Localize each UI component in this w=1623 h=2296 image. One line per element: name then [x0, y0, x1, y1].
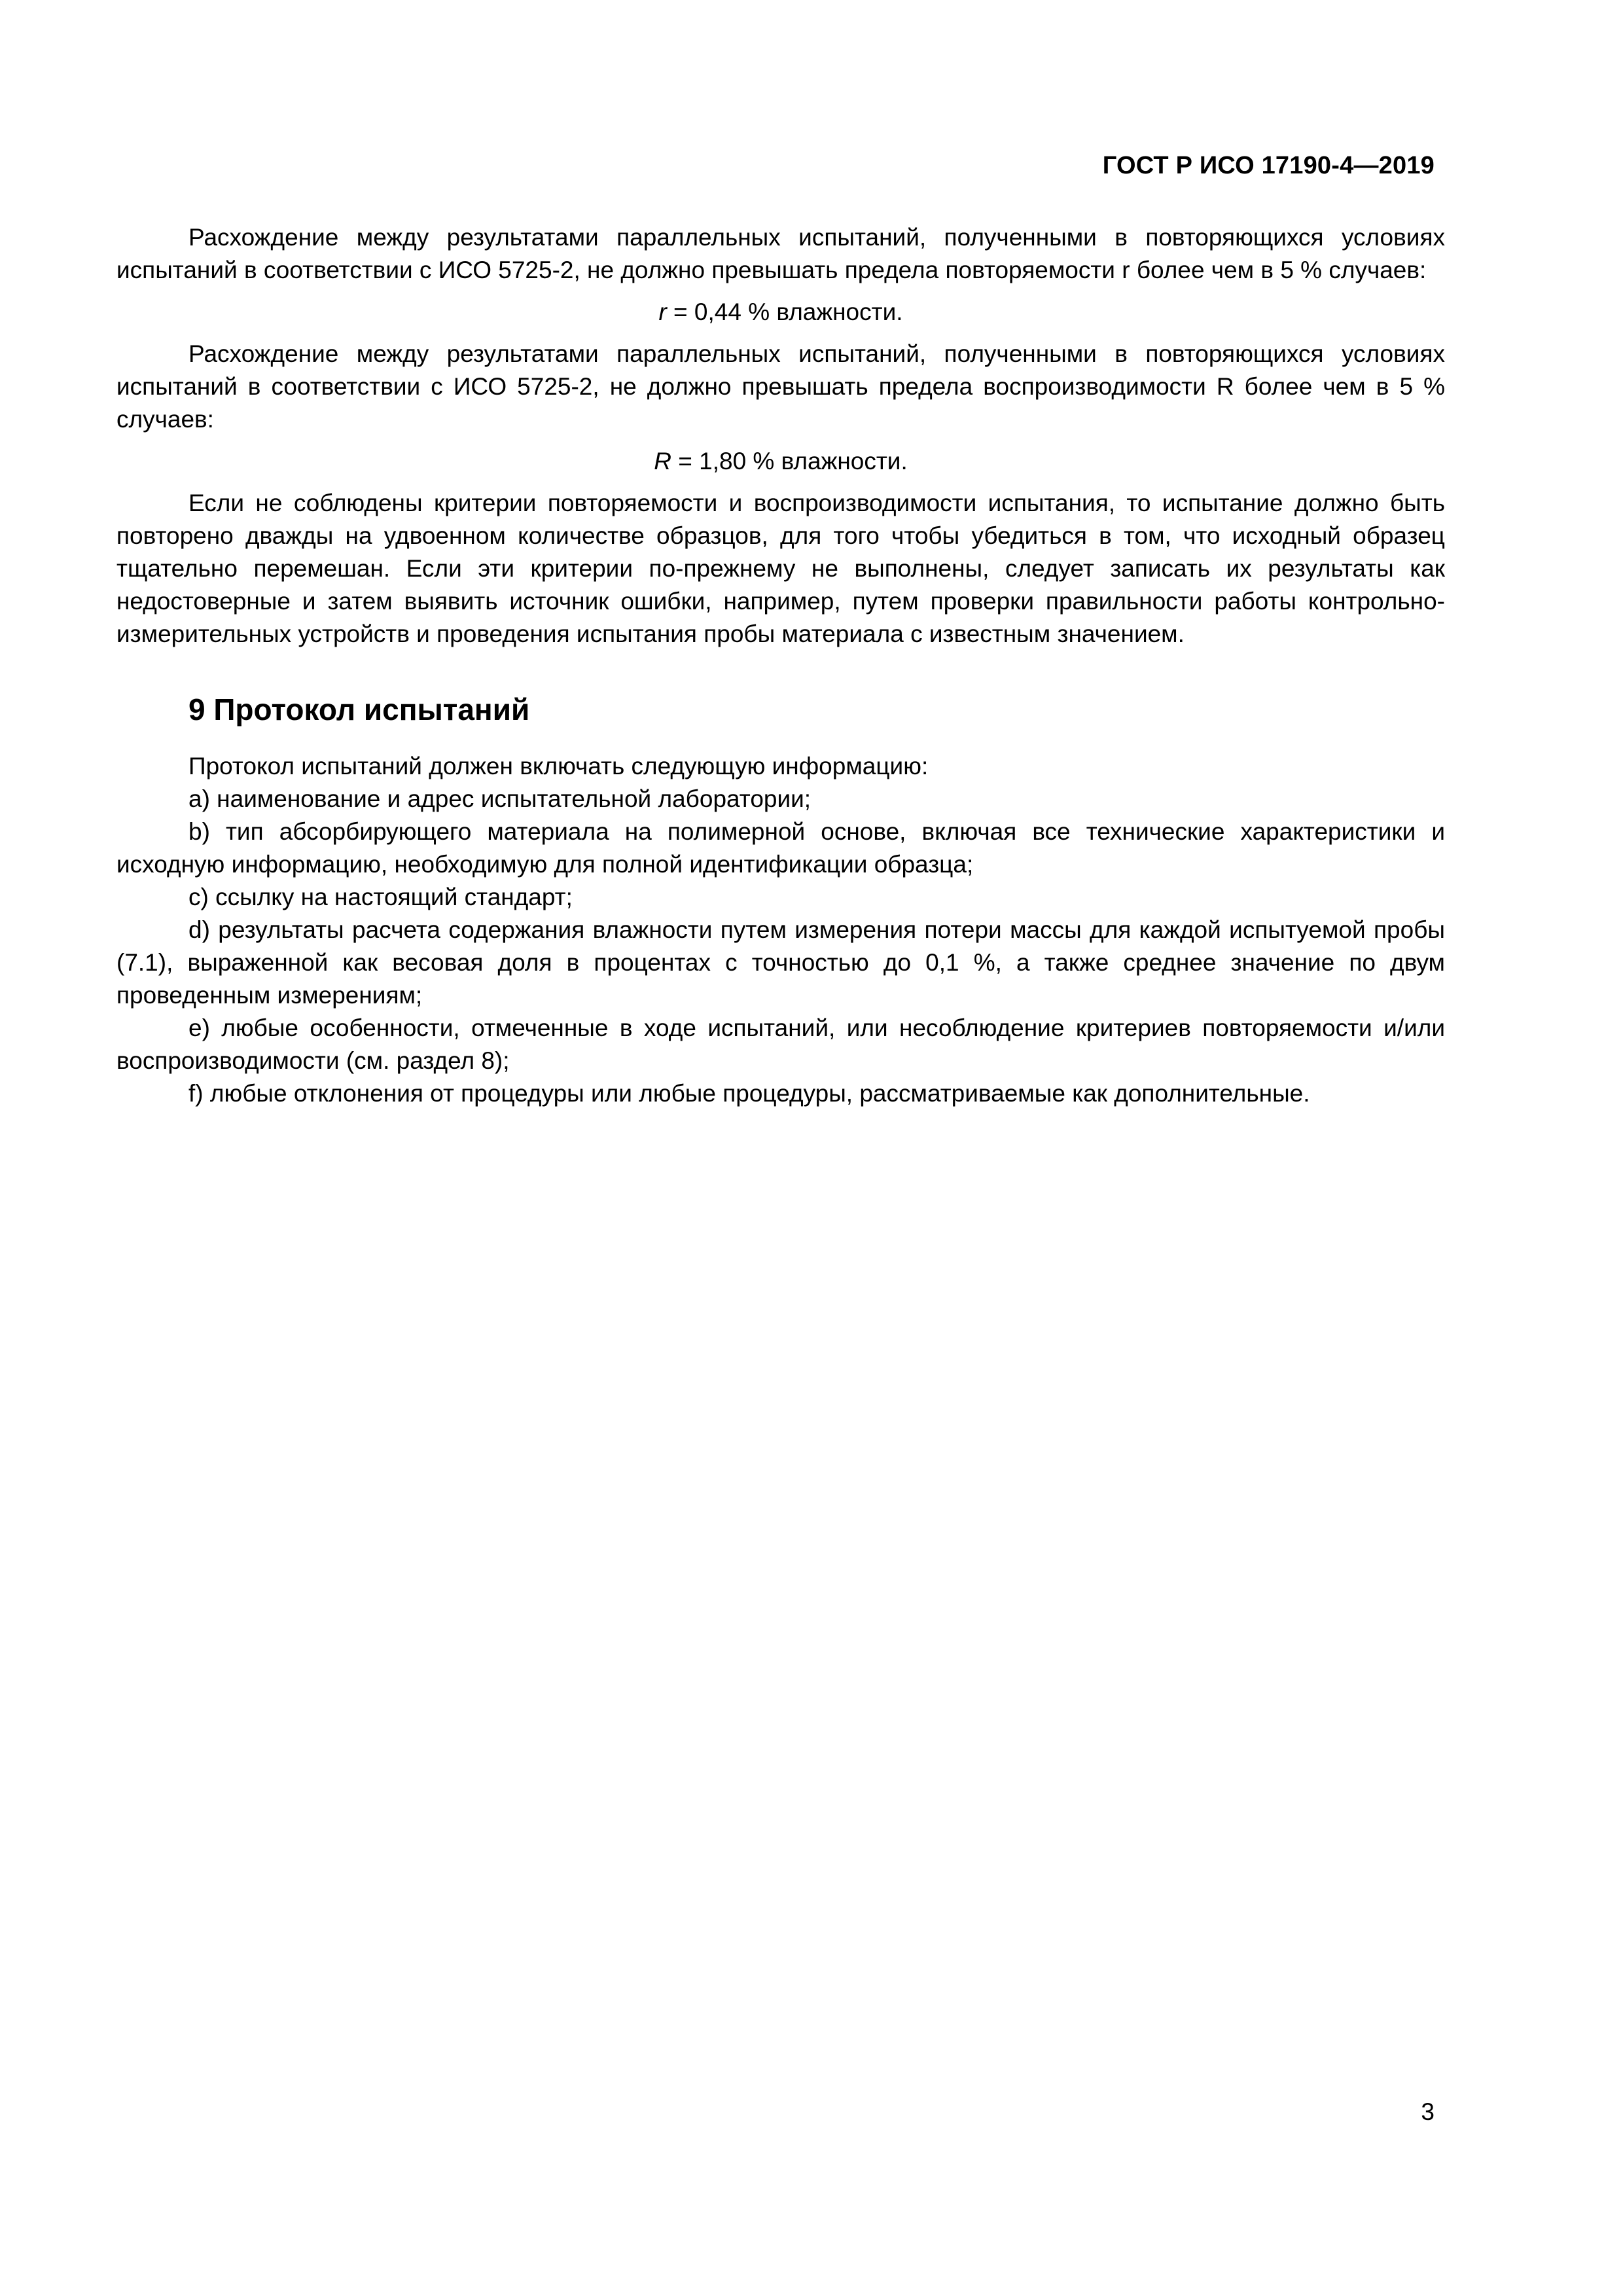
- page-content: [116, 221, 1445, 1110]
- list-item-f: f) любые отклонения от процедуры или любые процедуры, рассматриваемые как дополнительные.: [188, 1080, 1310, 1107]
- list-item-c: c) ссылку на настоящий стандарт;: [188, 884, 573, 910]
- formula-symbol-r: r: [658, 298, 667, 325]
- paragraph-criteria-failure: Если не соблюдены критерии повторяемости и воспроизводимости испытания, то испытание должно быть повторено дважды на удвоенном количестве образцов, для того чтобы убедиться в том, что исходный образец тщательно перемешан. Если эти критерии по-прежнему не выполнены, следует записать их результаты как недостоверные и затем выявить источник ошибки, например, путем проверки правильности работы контрольно-измерительных устройств и проведения испытания пробы материала с известным значением.: [116, 490, 1445, 647]
- list-item-b: b) тип абсорбирующего материала на полимерной основе, включая все технические характеристики и исходную информацию, необходимую для полной идентификации образца;: [116, 818, 1445, 878]
- page-number: 3: [1421, 2098, 1435, 2125]
- formula-value-r: = 0,44 % влажности.: [666, 298, 903, 325]
- formula-repeatability: [116, 296, 1445, 329]
- section-9-intro: Протокол испытаний должен включать следующую информацию:: [188, 753, 929, 780]
- paragraph-repeatability: Расхождение между результатами параллельных испытаний, полученными в повторяющихся условиях испытаний в соответствии с ИСО 5725-2, не должно превышать предела повторяемости r более чем в 5 % случаев:: [116, 224, 1445, 283]
- list-item-e: e) любые особенности, отмеченные в ходе испытаний, или несоблюдение критериев повторяемости и/или воспроизводимости (см. раздел 8);: [116, 1014, 1445, 1074]
- section-9-title: 9 Протокол испытаний: [188, 692, 530, 726]
- document-id-header: ГОСТ Р ИСО 17190-4—2019: [1102, 152, 1435, 179]
- paragraph-reproducibility: Расхождение между результатами параллельных испытаний, полученными в повторяющихся условиях испытаний в соответствии с ИСО 5725-2, не должно превышать предела воспроизводимости R более чем в 5 % случаев:: [116, 340, 1445, 433]
- list-item-d: d) результаты расчета содержания влажности путем измерения потери массы для каждой испытуемой пробы (7.1), выраженной как весовая доля в процентах с точностью до 0,1 %, а также среднее значение по двум проведенным измерениям;: [116, 916, 1445, 1009]
- list-item-a: a) наименование и адрес испытательной лаборатории;: [188, 785, 812, 812]
- formula-reproducibility: [116, 445, 1445, 478]
- formula-symbol-R: R: [654, 448, 671, 475]
- formula-value-R: = 1,80 % влажности.: [671, 448, 908, 475]
